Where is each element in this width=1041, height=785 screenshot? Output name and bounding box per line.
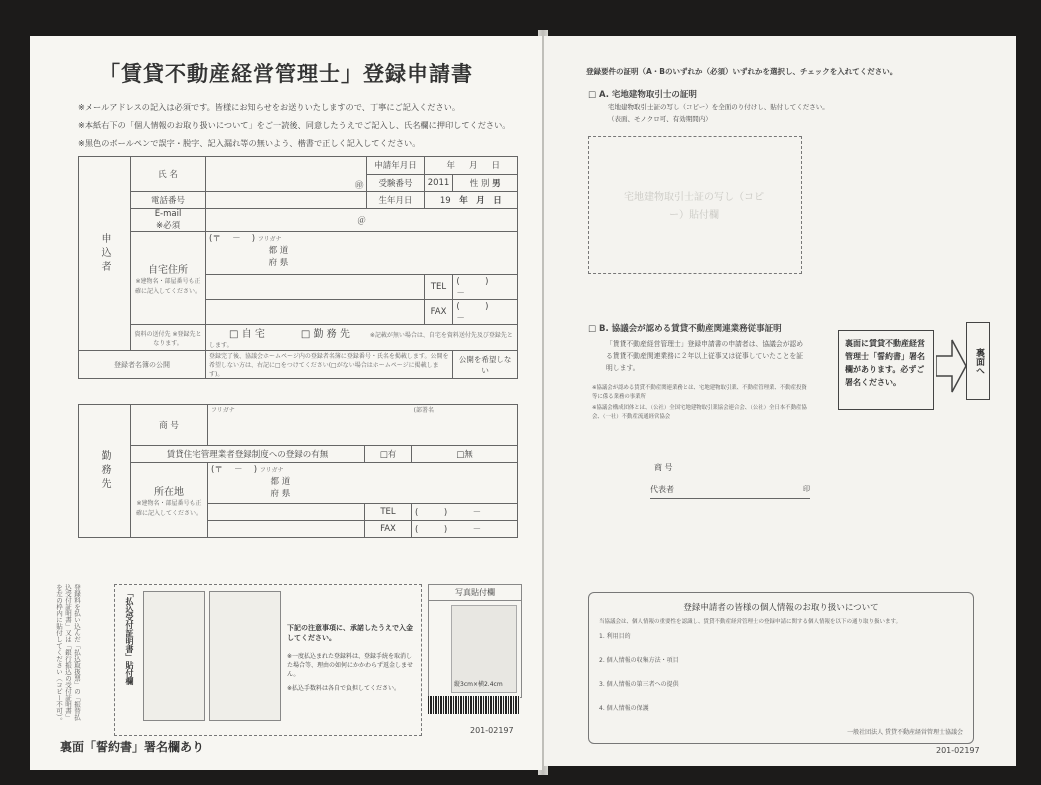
- office-checkbox[interactable]: □ 勤 務 先: [300, 329, 350, 340]
- application-form-page: [30, 36, 542, 770]
- workplace-table: [78, 404, 518, 538]
- photo-area: [451, 605, 517, 693]
- exam-no-field[interactable]: 2011: [424, 174, 453, 192]
- left-footer: 裏面「誓約書」署名欄あり: [60, 740, 205, 754]
- privacy-item-3: 3. 個人情報の第三者への提供: [599, 681, 679, 688]
- email-field[interactable]: ＠: [206, 209, 518, 232]
- requirements-heading: 登録要件の証明（A・Bのいずれか（必須）いずれかを選択し、チェックを入れてください。: [586, 67, 898, 76]
- publish-note: 登録完了後、協議会ホームページ内の登録者名簿に登録番号・氏名を掲載します。公開を希望しない方は、右記に□をつけてください(□がない場合はホームページに掲載します)。: [206, 351, 453, 379]
- arrow-right-icon: [936, 336, 968, 396]
- note-2: ※本紙右下の「個人情報のお取り扱いについて」をご一読後、同意したうえでご記入し、氏名欄に押印してください。: [78, 120, 511, 130]
- payment-warning-2: ※払込手数料は各自で負担してください。: [287, 685, 401, 692]
- license-copy-box[interactable]: [588, 136, 802, 274]
- photo-header: 写真貼付欄: [429, 585, 521, 601]
- form-title: 「賃貸不動産経営管理士」登録申請書: [99, 62, 473, 86]
- exam-no-label: 受験番号: [367, 174, 424, 192]
- note-1: ※メールアドレスの記入は必須です。皆様にお知らせをお送りいたしますので、丁寧にご記入ください。: [78, 102, 461, 112]
- location-field[interactable]: (〒 － ) フリガナ 都 道 府 県: [208, 463, 518, 504]
- representative-field[interactable]: 代表者 印: [650, 484, 810, 499]
- right-code: 201-02197: [936, 746, 980, 755]
- name-label: 氏 名: [131, 157, 206, 192]
- publish-label: 登録者名簿の公開: [79, 351, 206, 379]
- no-publish-checkbox[interactable]: 公開を希望しない: [453, 351, 518, 379]
- home-address-label: 自宅住所 ※建物名・部屋番号も正確に記入してください。: [131, 232, 206, 325]
- privacy-item-1: 1. 利用目的: [599, 633, 631, 640]
- registry-yes[interactable]: □有: [365, 446, 412, 463]
- back-page-label: 裏面へ: [966, 322, 990, 400]
- app-date-field[interactable]: 年月日: [424, 157, 517, 175]
- company-label: 商 号: [654, 463, 673, 472]
- home-fax-label: FAX: [424, 300, 453, 325]
- option-a-sub2: （表面、モノクロ可、有効期間内）: [608, 115, 712, 123]
- registry-no[interactable]: □無: [412, 446, 518, 463]
- payment-warning-title: 下記の注意事項に、承諾したうえで入金してください。: [287, 624, 413, 642]
- home-tel-field[interactable]: ( ) －: [453, 275, 518, 300]
- name-field[interactable]: [206, 157, 367, 192]
- slip-sample-2: [209, 591, 281, 721]
- applicant-section-label: 申込者: [79, 157, 131, 351]
- privacy-intro: 当協議会は、個人情報の重要性を認識し、賃貸不動産経営管理士の登録申請に関する個人情報を以下の通り取り扱います。: [599, 619, 902, 625]
- left-code: 201-02197: [470, 726, 514, 735]
- home-tel-label: TEL: [424, 275, 453, 300]
- sign-reminder-box: 裏面に賃貸不動産経営管理士「誓約書」署名欄があります。必ずご署名ください。: [838, 330, 934, 410]
- home-blank-2: [206, 300, 425, 325]
- slip-sample-1: [143, 591, 205, 721]
- phone-field[interactable]: [206, 192, 367, 209]
- option-b-text: 「賃貸不動産経営管理士」登録申請書の申請者は、協議会が認める賃貸不動産関連業務に２年以上従事又は従事していたことを証明します。: [606, 340, 804, 372]
- birth-label: 生年月日: [367, 192, 424, 209]
- option-b-note2: ※協議会構成団体とは、（公社）全国宅地建物取引業協会連合会、（公社）全日本不動産協会、（一社）不動産流通経営協会: [592, 405, 807, 420]
- payment-side-text: 登録料を払い込んだ「払込取扱票」の「振替払込受付証明書」又は「銀行振込の受付証明書」を左の枠内に貼付してください（コピー不可）。: [55, 584, 81, 724]
- birth-field[interactable]: 19 年 月 日: [424, 192, 517, 209]
- send-to-label: 資料の送付先 ※登録先となります。: [131, 325, 206, 351]
- registry-label: 賃貸住宅管理業者登録制度への登録の有無: [131, 446, 365, 463]
- payment-header: 「払込受付証明書」貼付欄: [125, 589, 134, 685]
- email-label: E-mail ※必須: [131, 209, 206, 232]
- option-a-sub1: 宅地建物取引士証の写し（コピー）を全面のり付けし、貼付してください。: [608, 103, 829, 111]
- phone-label: 電話番号: [131, 192, 206, 209]
- gender-field[interactable]: 性 別 男: [453, 174, 518, 192]
- note-3: ※黒色のボールペンで誤字・脱字、記入漏れ等の無いよう、楷書で正しく記入してください。: [78, 138, 421, 148]
- seal-mark: ㊞: [354, 181, 364, 191]
- privacy-item-2: 2. 個人情報の収集方法・項目: [599, 657, 679, 664]
- location-label: 所在地 ※建物名・部屋番号も正確に記入してください。: [131, 463, 208, 538]
- option-b-note1: ※協議会が認める賃貸不動産関連業務とは、宅地建物取引業、不動産管理業、不動産投資等に係る業務の事業所: [592, 385, 807, 400]
- work-blank: [208, 504, 365, 521]
- privacy-org: 一般社団法人 賃貸不動産経営管理士協議会: [847, 729, 963, 736]
- work-tel-field[interactable]: ( ) －: [412, 504, 518, 521]
- payment-warning-1: ※一度払込まれた登録料は、登録手続を取消した場合等、理由の如何にかかわらず返金しません。: [287, 653, 414, 678]
- company-field[interactable]: フリガナ (部署名: [208, 405, 518, 446]
- home-checkbox[interactable]: □ 自 宅: [229, 329, 265, 340]
- send-to-options: □ 自 宅 □ 勤 務 先 ※記載が無い場合は、自宅を資料送付先及び登録先とします。: [206, 325, 518, 351]
- photo-size: 縦3cm×横2.4cm: [454, 681, 503, 688]
- company-label: 商 号: [131, 405, 208, 446]
- home-blank: [206, 275, 425, 300]
- work-tel-label: TEL: [365, 504, 412, 521]
- privacy-box: [588, 592, 974, 744]
- barcode: [428, 696, 520, 714]
- license-copy-label: 宅地建物取引士証の写し（コピー）貼付欄: [624, 192, 764, 221]
- option-b-title[interactable]: □ B. 協議会が認める賃貸不動産関連業務従事証明: [588, 324, 782, 334]
- home-address-field[interactable]: (〒 － ) フリガナ 都 道 府 県: [206, 232, 518, 275]
- workplace-section-label: 勤務先: [79, 405, 131, 538]
- payment-cert-box[interactable]: [114, 584, 422, 736]
- work-fax-field[interactable]: ( ) －: [412, 521, 518, 538]
- home-fax-field[interactable]: ( ) －: [453, 300, 518, 325]
- privacy-title: 登録申請者の皆様の個人情報のお取り扱いについて: [683, 603, 879, 613]
- work-fax-label: FAX: [365, 521, 412, 538]
- option-a-title[interactable]: □ A. 宅地建物取引士の証明: [588, 90, 697, 100]
- photo-box[interactable]: [428, 584, 522, 698]
- requirements-page: [544, 36, 1016, 766]
- app-date-label: 申請年月日: [367, 157, 424, 175]
- privacy-item-4: 4. 個人情報の保護: [599, 705, 649, 712]
- work-blank-2: [208, 521, 365, 538]
- applicant-table: [78, 156, 518, 379]
